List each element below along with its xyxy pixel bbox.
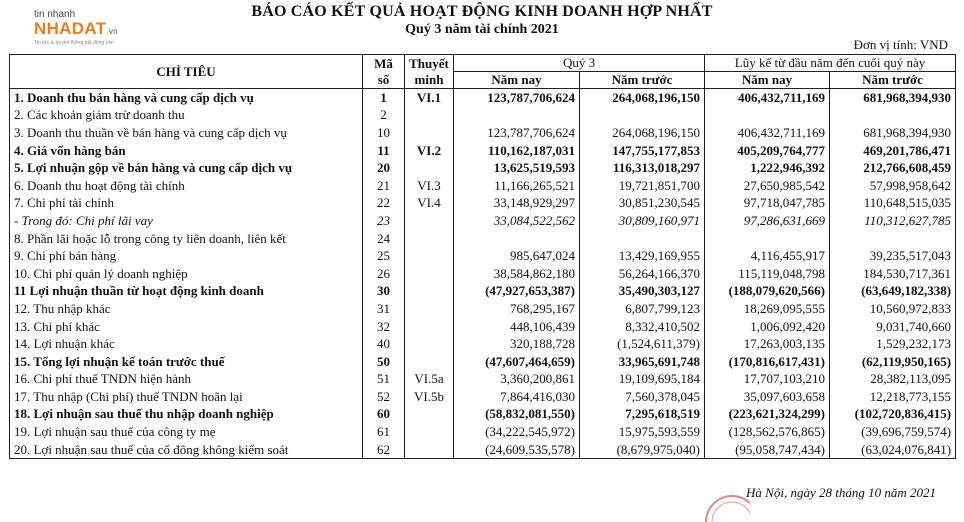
row-note: VI.4: [405, 195, 454, 213]
row-ytd-prev-year: 469,201,786,471: [830, 142, 956, 160]
row-note: VI.3: [405, 177, 454, 195]
row-ytd-this-year: 35,097,603,658: [705, 388, 830, 406]
row-quarter-this-year: 123,787,706,624: [454, 124, 580, 142]
row-note: VI.2: [405, 142, 454, 160]
row-label: 20. Lợi nhuận sau thuế của cổ đông không kiểm soát: [10, 441, 363, 459]
row-ytd-prev-year: 12,218,773,155: [830, 388, 956, 406]
row-quarter-prev-year: 7,295,618,519: [580, 406, 705, 424]
row-note: [405, 335, 454, 353]
row-ytd-prev-year: 681,968,394,930: [830, 89, 956, 107]
row-quarter-prev-year: 56,264,166,370: [580, 265, 705, 283]
row-code: 20: [363, 159, 405, 177]
row-code: 1: [363, 89, 405, 107]
row-ytd-prev-year: (102,720,836,415): [830, 406, 956, 424]
table-row: [10, 353, 956, 371]
row-quarter-this-year: 3,360,200,861: [454, 371, 580, 389]
report-title: BÁO CÁO KẾT QUẢ HOẠT ĐỘNG KINH DOANH HỢP NHẤT: [251, 3, 713, 20]
row-quarter-this-year: 33,148,929,297: [454, 195, 580, 213]
row-label: 7. Chi phí tài chính: [10, 195, 363, 213]
table-row: [10, 423, 956, 441]
header-ytd-prev-year: Năm trước: [830, 72, 956, 89]
row-ytd-prev-year: [830, 107, 956, 125]
row-ytd-prev-year: (63,024,076,841): [830, 441, 956, 459]
row-quarter-this-year: (34,222,545,972): [454, 423, 580, 441]
row-quarter-this-year: 11,166,265,521: [454, 177, 580, 195]
row-quarter-prev-year: 264,068,196,150: [580, 89, 705, 107]
row-quarter-prev-year: 147,755,177,853: [580, 142, 705, 160]
row-code: 62: [363, 441, 405, 459]
row-code: 60: [363, 406, 405, 424]
row-quarter-this-year: (47,607,464,659): [454, 353, 580, 371]
row-ytd-this-year: 1,006,092,420: [705, 318, 830, 336]
row-note: [405, 300, 454, 318]
row-note: [405, 124, 454, 142]
row-quarter-this-year: 448,106,439: [454, 318, 580, 336]
row-code: 22: [363, 195, 405, 213]
row-code: 26: [363, 265, 405, 283]
header-thuyet-minh: [405, 55, 454, 89]
row-ytd-this-year: (128,562,576,865): [705, 423, 830, 441]
row-code: 10: [363, 124, 405, 142]
header-thuyet-minh-line2: minh: [414, 71, 444, 87]
row-quarter-this-year: 38,584,862,180: [454, 265, 580, 283]
row-quarter-prev-year: [580, 230, 705, 248]
row-note: [405, 230, 454, 248]
row-ytd-this-year: 17,707,103,210: [705, 371, 830, 389]
row-quarter-prev-year: 7,560,378,045: [580, 388, 705, 406]
row-ytd-this-year: 406,432,711,169: [705, 124, 830, 142]
table-row: [10, 195, 956, 213]
row-ytd-prev-year: (62,119,950,165): [830, 353, 956, 371]
header-quarter-this-year: Năm nay: [454, 72, 580, 89]
header-ytd: Lũy kế từ đầu năm đến cuối quý này: [705, 55, 956, 72]
row-quarter-this-year: (47,927,653,387): [454, 283, 580, 301]
row-ytd-this-year: 406,432,711,169: [705, 89, 830, 107]
row-note: [405, 283, 454, 301]
row-note: [405, 265, 454, 283]
row-label: 5. Lợi nhuận gộp về bán hàng và cung cấp dịch vụ: [10, 159, 363, 177]
currency-unit: Đơn vị tính: VND: [853, 37, 948, 52]
row-quarter-this-year: (24,609,535,578): [454, 441, 580, 459]
row-ytd-this-year: 1,222,946,392: [705, 159, 830, 177]
table-row: [10, 230, 956, 248]
header-ytd-this-year: Năm nay: [705, 72, 830, 89]
row-ytd-prev-year: 10,560,972,833: [830, 300, 956, 318]
header-ma-so: [363, 55, 405, 89]
table-row: [10, 441, 956, 459]
row-code: 11: [363, 142, 405, 160]
table-row: [10, 335, 956, 353]
row-ytd-this-year: [705, 107, 830, 125]
row-ytd-prev-year: (63,649,182,338): [830, 283, 956, 301]
row-quarter-prev-year: (1,524,611,379): [580, 335, 705, 353]
row-ytd-prev-year: 28,382,113,095: [830, 371, 956, 389]
row-quarter-prev-year: [580, 107, 705, 125]
table-row: [10, 388, 956, 406]
row-ytd-this-year: 405,209,764,777: [705, 142, 830, 160]
row-ytd-this-year: 27,650,985,542: [705, 177, 830, 195]
row-ytd-this-year: 97,286,631,669: [705, 212, 830, 230]
row-ytd-this-year: 97,718,047,785: [705, 195, 830, 213]
row-code: 32: [363, 318, 405, 336]
row-label: 3. Doanh thu thuần về bán hàng và cung cấp dịch vụ: [10, 124, 363, 142]
row-quarter-this-year: 985,647,024: [454, 247, 580, 265]
row-ytd-prev-year: (39,696,759,574): [830, 423, 956, 441]
header-chi-tieu: CHỈ TIÊU: [10, 55, 363, 89]
row-code: 52: [363, 388, 405, 406]
row-note: [405, 441, 454, 459]
row-ytd-prev-year: 110,312,627,785: [830, 212, 956, 230]
row-ytd-this-year: 4,116,455,917: [705, 247, 830, 265]
row-note: VI.5b: [405, 388, 454, 406]
row-note: [405, 247, 454, 265]
row-code: 51: [363, 371, 405, 389]
row-label: 1. Doanh thu bán hàng và cung cấp dịch vụ: [10, 89, 363, 107]
row-code: 25: [363, 247, 405, 265]
table-row: [10, 124, 956, 142]
header-quarter-prev-year: Năm trước: [580, 72, 705, 89]
row-ytd-prev-year: 1,529,232,173: [830, 335, 956, 353]
report-subtitle: Quý 3 năm tài chính 2021: [405, 22, 559, 37]
row-ytd-this-year: (95,058,747,434): [705, 441, 830, 459]
row-ytd-prev-year: 57,998,958,642: [830, 177, 956, 195]
row-code: 2: [363, 107, 405, 125]
row-ytd-this-year: (170,816,617,431): [705, 353, 830, 371]
table-row: [10, 177, 956, 195]
row-ytd-this-year: (188,079,620,566): [705, 283, 830, 301]
row-note: [405, 353, 454, 371]
table-row: [10, 265, 956, 283]
table-row: [10, 247, 956, 265]
row-label: 9. Chi phí bán hàng: [10, 247, 363, 265]
row-label: 11 Lợi nhuận thuần từ hoạt động kinh doanh: [10, 283, 363, 301]
row-quarter-prev-year: 19,109,695,184: [580, 371, 705, 389]
signature-date: Hà Nội, ngày 28 tháng 10 năm 2021: [746, 485, 936, 500]
row-quarter-prev-year: 35,490,303,127: [580, 283, 705, 301]
row-quarter-prev-year: 6,807,799,123: [580, 300, 705, 318]
logo-top-text: tin nhanh: [34, 9, 76, 20]
row-quarter-prev-year: 33,965,691,748: [580, 353, 705, 371]
row-quarter-prev-year: 116,313,018,297: [580, 159, 705, 177]
table-row: [10, 406, 956, 424]
row-quarter-this-year: 320,188,728: [454, 335, 580, 353]
row-quarter-prev-year: 30,809,160,971: [580, 212, 705, 230]
row-label: 16. Chi phí thuế TNDN hiện hành: [10, 371, 363, 389]
logo-suffix: .vn: [106, 27, 118, 36]
row-ytd-this-year: 18,269,095,555: [705, 300, 830, 318]
row-label: 17. Thu nhập (Chi phí) thuế TNDN hoãn lại: [10, 388, 363, 406]
row-code: 30: [363, 283, 405, 301]
row-quarter-this-year: 13,625,519,593: [454, 159, 580, 177]
row-label: 6. Doanh thu hoạt động tài chính: [10, 177, 363, 195]
row-ytd-prev-year: 39,235,517,043: [830, 247, 956, 265]
table-row: [10, 300, 956, 318]
row-quarter-this-year: [454, 230, 580, 248]
row-quarter-prev-year: 264,068,196,150: [580, 124, 705, 142]
row-label: 13. Chi phí khác: [10, 318, 363, 336]
row-code: 40: [363, 335, 405, 353]
logo-brand-text: NHADAT: [34, 19, 107, 38]
row-ytd-this-year: [705, 230, 830, 248]
row-code: 24: [363, 230, 405, 248]
row-quarter-this-year: 123,787,706,624: [454, 89, 580, 107]
table-row: [10, 283, 956, 301]
row-label: 14. Lợi nhuận khác: [10, 335, 363, 353]
row-code: 23: [363, 212, 405, 230]
row-note: [405, 212, 454, 230]
row-ytd-this-year: (223,621,324,299): [705, 406, 830, 424]
row-code: 31: [363, 300, 405, 318]
row-quarter-prev-year: 30,851,230,545: [580, 195, 705, 213]
table-row: [10, 89, 956, 107]
header-ma-so-line2: số: [377, 71, 390, 87]
row-label: 18. Lợi nhuận sau thuế thu nhập doanh nghiệp: [10, 406, 363, 424]
header-thuyet-minh-line1: Thuyết: [409, 55, 449, 71]
row-quarter-prev-year: 8,332,410,502: [580, 318, 705, 336]
row-quarter-prev-year: 13,429,169,955: [580, 247, 705, 265]
row-note: [405, 159, 454, 177]
table-header: [10, 55, 956, 89]
table-row: [10, 159, 956, 177]
row-note: [405, 406, 454, 424]
income-statement-table: [9, 54, 956, 459]
header-quarter: Quý 3: [454, 55, 705, 72]
row-note: [405, 107, 454, 125]
row-quarter-this-year: 7,864,416,030: [454, 388, 580, 406]
row-quarter-this-year: [454, 107, 580, 125]
row-label: 10. Chi phí quản lý doanh nghiệp: [10, 265, 363, 283]
row-ytd-prev-year: [830, 230, 956, 248]
row-code: 61: [363, 423, 405, 441]
row-label: - Trong đó: Chi phí lãi vay: [10, 212, 363, 230]
row-note: [405, 423, 454, 441]
row-ytd-prev-year: 681,968,394,930: [830, 124, 956, 142]
table-row: [10, 212, 956, 230]
table-row: [10, 371, 956, 389]
row-label: 15. Tổng lợi nhuận kế toán trước thuế: [10, 353, 363, 371]
row-note: [405, 318, 454, 336]
row-ytd-prev-year: 110,648,515,035: [830, 195, 956, 213]
company-stamp: [690, 492, 750, 522]
row-quarter-this-year: (58,832,081,550): [454, 406, 580, 424]
table-row: [10, 107, 956, 125]
table-row: [10, 318, 956, 336]
row-label: 12. Thu nhập khác: [10, 300, 363, 318]
row-note: VI.1: [405, 89, 454, 107]
header-ma-so-line1: Mã: [374, 55, 393, 71]
row-quarter-this-year: 33,084,522,562: [454, 212, 580, 230]
row-ytd-prev-year: 212,766,608,459: [830, 159, 956, 177]
row-label: 4. Giá vốn hàng bán: [10, 142, 363, 160]
logo-tagline: Tin tức & truyền thông bất động sản: [34, 40, 114, 46]
row-quarter-prev-year: (8,679,975,040): [580, 441, 705, 459]
row-label: 2. Các khoản giảm trừ doanh thu: [10, 107, 363, 125]
row-note: VI.5a: [405, 371, 454, 389]
row-code: 21: [363, 177, 405, 195]
row-quarter-this-year: 768,295,167: [454, 300, 580, 318]
row-ytd-prev-year: 184,530,717,361: [830, 265, 956, 283]
table-row: [10, 142, 956, 160]
row-label: 8. Phần lãi hoặc lỗ trong công ty liên doanh, liên kết: [10, 230, 363, 248]
row-quarter-prev-year: 15,975,593,559: [580, 423, 705, 441]
table-body: [10, 89, 956, 459]
row-label: 19. Lợi nhuận sau thuế của công ty mẹ: [10, 423, 363, 441]
row-quarter-prev-year: 19,721,851,700: [580, 177, 705, 195]
row-code: 50: [363, 353, 405, 371]
row-ytd-prev-year: 9,031,740,660: [830, 318, 956, 336]
row-ytd-this-year: 17,263,003,135: [705, 335, 830, 353]
row-ytd-this-year: 115,119,048,798: [705, 265, 830, 283]
row-quarter-this-year: 110,162,187,031: [454, 142, 580, 160]
